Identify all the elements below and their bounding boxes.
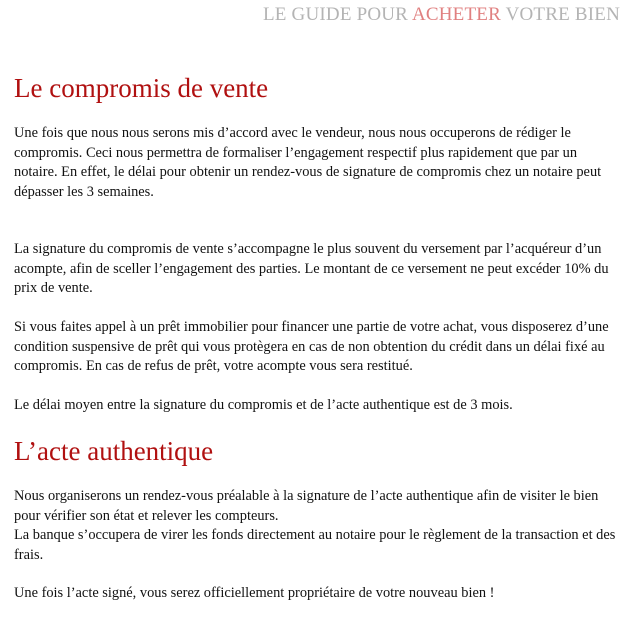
section-title-compromis: Le compromis de vente <box>14 73 269 103</box>
paragraph: Une fois que nous nous serons mis d’accord avec le vendeur, nous nous occuperons de rédiger le compromis. Ceci nous permettra de formaliser l’engagement respectif plus rapidement que par un notaire. En effet, le délai pour obtenir un rendez-vous de signature de compromis chez un notaire peut dépasser les 3 semaines. <box>14 125 602 200</box>
paragraph: La signature du compromis de vente s’accompagne le plus souvent du versement par l’acquéreur d’un acompte, afin de sceller l’engagement des parties. Le montant de ce versement ne peut excéder 10% du prix de vente. <box>14 241 609 296</box>
paragraph: Le délai moyen entre la signature du compromis et de l’acte authentique est de 3 mois. <box>14 397 513 413</box>
paragraph-line: La banque s’occupera de virer les fonds directement au notaire pour le règlement de la transaction et des frais. <box>14 527 616 563</box>
section-title-acte: L’acte authentique <box>14 436 214 466</box>
page-header <box>263 4 620 26</box>
header-text-end: VOTRE BIEN <box>500 4 620 25</box>
paragraph: Une fois l’acte signé, vous serez officiellement propriétaire de votre nouveau bien ! <box>14 585 495 601</box>
paragraph-line: Nous organiserons un rendez-vous préalable à la signature de l’acte authentique afin de visiter le bien pour vérifier son état et relever les compteurs. <box>14 488 599 524</box>
header-text-start: LE GUIDE POUR <box>262 4 412 25</box>
paragraph: Si vous faites appel à un prêt immobilier pour financer une partie de votre achat, vous disposerez d’une condition suspensive de prêt qui vous protègera en cas de non obtention du crédit dans un délai fixé au compromis. En cas de refus de prêt, votre acompte vous sera restitué. <box>14 319 609 374</box>
header-text-accent: ACHETER <box>411 4 501 25</box>
paragraph <box>14 487 622 565</box>
